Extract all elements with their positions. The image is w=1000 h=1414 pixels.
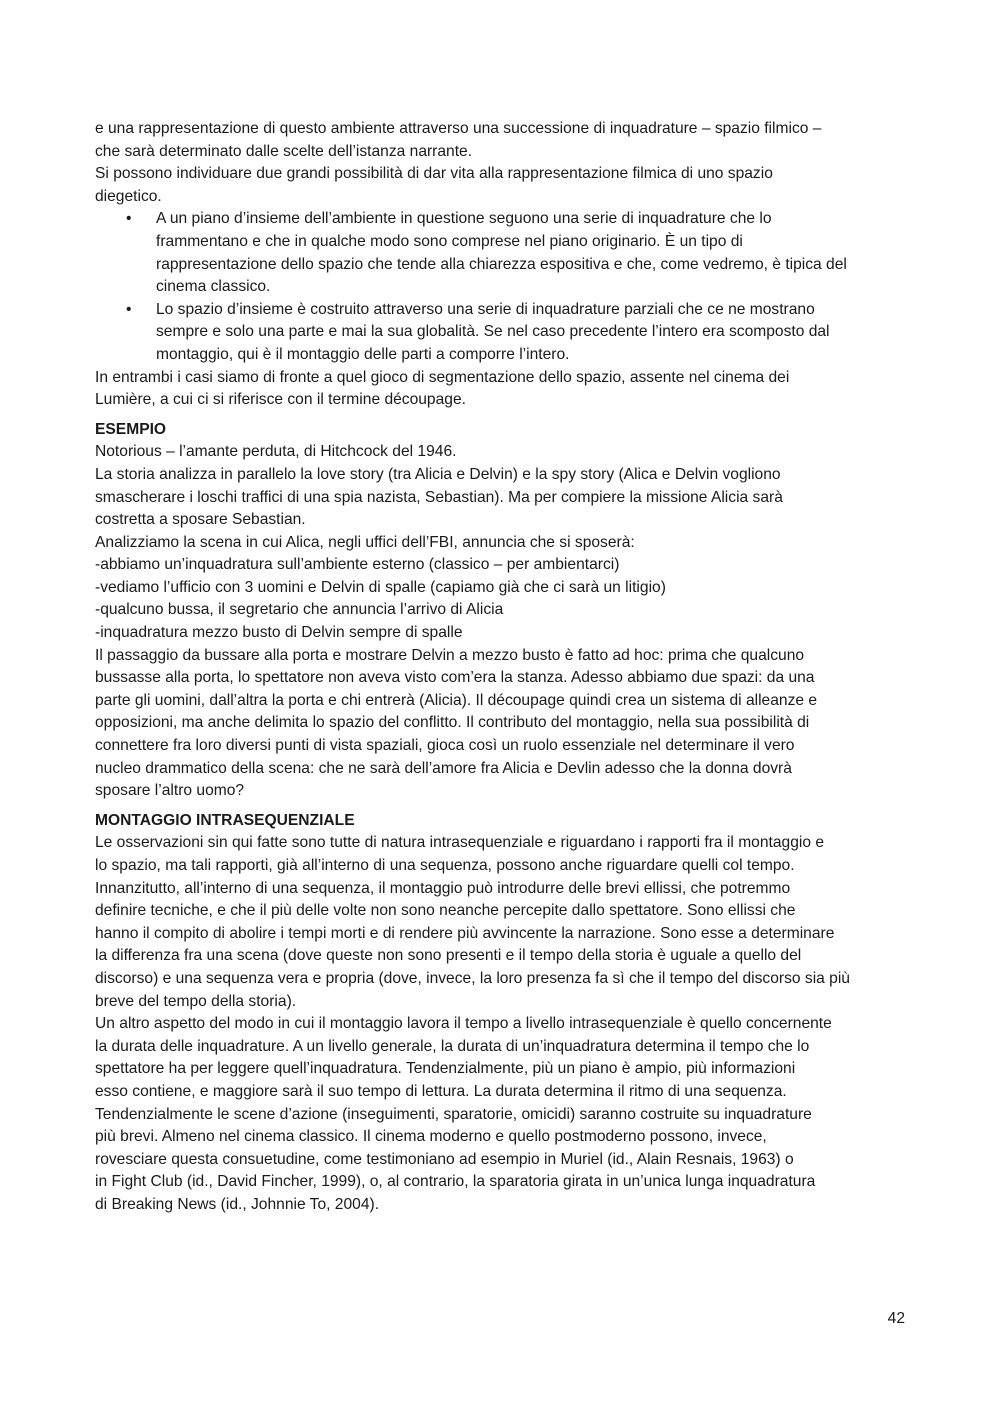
intro-paragraph — [95, 118, 910, 208]
bullet-list — [95, 208, 910, 366]
text-line: -abbiamo un’inquadratura sull’ambiente esterno (classico – per ambientarci) — [95, 556, 620, 574]
text-line: Innanzitutto, all’interno di una sequenza, il montaggio può introdurre delle brevi ellissi, che potremmo — [95, 879, 791, 897]
text-line: nucleo drammatico della scena: che ne sarà dell’amore fra Alicia e Devlin adesso che la donna dovrà — [95, 759, 792, 777]
text-line: che sarà determinato dalle scelte dell’istanza narrante. — [95, 142, 473, 160]
text-line: diegetico. — [95, 187, 162, 205]
text-line: spettatore ha per leggere quell’inquadratura. Tendenzialmente, più un piano è ampio, più informazioni — [95, 1060, 796, 1078]
text-line: discorso) e una sequenza vera e propria (dove, invece, la loro presenza fa sì che il tempo del discorso sia più — [95, 969, 850, 987]
text-line: cinema classico. — [156, 278, 271, 296]
text-line: costretta a sposare Sebastian. — [95, 511, 306, 529]
text-line: In entrambi i casi siamo di fronte a quel gioco di segmentazione dello spazio, assente nel cinema dei — [95, 368, 790, 386]
text-line: frammentano e che in qualche modo sono comprese nel piano originario. È un tipo di — [156, 232, 743, 250]
text-line: lo spazio, ma tali rapporti, già all’interno di una sequenza, possono anche riguardare quelli col tempo. — [95, 857, 795, 874]
bullet-item — [95, 208, 910, 298]
bullet-icon: • — [126, 300, 132, 318]
text-line: la durata delle inquadrature. A un livello generale, la durata di un’inquadratura determina il tempo che lo — [95, 1037, 810, 1055]
text-line: Il passaggio da bussare alla porta e mostrare Delvin a mezzo busto è fatto ad hoc: prima che qualcuno — [95, 646, 805, 664]
text-line: più brevi. Almeno nel cinema classico. Il cinema moderno e quello postmoderno possono, invece, — [95, 1128, 767, 1146]
document-page — [95, 118, 910, 1217]
text-line: di Breaking News (id., Johnnie To, 2004). — [95, 1195, 380, 1213]
esempio-section — [95, 441, 910, 803]
text-line: Lumière, a cui ci si riferisce con il termine découpage. — [95, 391, 466, 409]
conclusion-paragraph — [95, 367, 910, 412]
bullet-icon: • — [126, 210, 132, 228]
text-line: -vediamo l’ufficio con 3 uomini e Delvin di spalle (capiamo già che ci sarà un litigio) — [95, 578, 666, 596]
section-heading-esempio: ESEMPIO — [95, 420, 167, 438]
text-line: in Fight Club (id., David Fincher, 1999), o, al contrario, la sparatoria girata in un’unica lunga inquadratura — [95, 1173, 816, 1191]
text-line: Tendenzialmente le scene d’azione (inseguimenti, sparatorie, omicidi) saranno costruite su inquadrature — [95, 1105, 812, 1123]
text-line: rovesciare questa consuetudine, come testimoniano ad esempio in Muriel (id., Alain Resnais, 1963) o — [95, 1150, 794, 1168]
text-line: definire tecniche, e che il più delle volte non sono neanche percepite dallo spettatore. Sono ellissi che — [95, 902, 796, 920]
text-line: esso contiene, e maggiore sarà il suo tempo di lettura. La durata determina il ritmo di una sequenza. — [95, 1082, 787, 1100]
text-line: connettere fra loro diversi punti di vista spaziali, gioca così un ruolo essenziale nel determinare il vero — [95, 737, 795, 755]
text-line: la differenza fra una scena (dove queste non sono presenti e il tempo della storia è uguale a quello del — [95, 947, 802, 965]
text-line: breve del tempo della storia). — [95, 992, 297, 1010]
text-line: montaggio, qui è il montaggio delle parti a comporre l’intero. — [156, 345, 570, 363]
text-line: Notorious – l’amante perduta, di Hitchcock del 1946. — [95, 443, 457, 461]
text-line: Le osservazioni sin qui fatte sono tutte di natura intrasequenziale e riguardano i rapporti fra il montaggio e — [95, 834, 825, 852]
text-line: Un altro aspetto del modo in cui il montaggio lavora il tempo a livello intrasequenziale è quello concernente — [95, 1015, 832, 1033]
bullet-item — [95, 299, 910, 367]
text-line: sempre e solo una parte e mai la sua globalità. Se nel caso precedente l’intero era scomposto dal — [156, 323, 830, 341]
text-line: opposizioni, ma anche delimita lo spazio del conflitto. Il contributo del montaggio, nella sua possibilità di — [95, 714, 810, 732]
text-line: e una rappresentazione di questo ambiente attraverso una successione di inquadrature – spazio filmico – — [95, 120, 822, 137]
text-line: Lo spazio d’insieme è costruito attraverso una serie di inquadrature parziali che ce ne mostrano — [156, 300, 815, 318]
page-number: 42 — [887, 1310, 905, 1327]
text-line: Si possono individuare due grandi possibilità di dar vita alla rappresentazione filmica di uno spazio — [95, 165, 773, 183]
section-heading-montaggio: MONTAGGIO INTRASEQUENZIALE — [95, 811, 355, 829]
text-line: rappresentazione dello spazio che tende alla chiarezza espositiva e che, come vedremo, è tipica del — [156, 255, 847, 273]
text-line: hanno il compito di abolire i tempi morti e di rendere più avvincente la narrazione. Sono esse a determinare — [95, 924, 835, 942]
text-line: La storia analizza in parallelo la love story (tra Alicia e Delvin) e la spy story (Alica e Delvin vogliono — [95, 465, 781, 483]
text-line: -inquadratura mezzo busto di Delvin sempre di spalle — [95, 624, 463, 642]
text-line: sposare l’altro uomo? — [95, 782, 245, 800]
text-line: -qualcuno bussa, il segretario che annuncia l’arrivo di Alicia — [95, 601, 504, 619]
text-line: bussasse alla porta, lo spettatore non aveva visto com’era la stanza. Adesso abbiamo due spazi: da una — [95, 669, 815, 687]
text-line: Analizziamo la scena in cui Alica, negli uffici dell’FBI, annuncia che si sposerà: — [95, 533, 635, 551]
montaggio-section — [95, 832, 910, 1216]
text-line: smascherare i loschi traffici di una spia nazista, Sebastian). Ma per compiere la missione Alicia sarà — [95, 488, 783, 506]
text-line: A un piano d’insieme dell’ambiente in questione seguono una serie di inquadrature che lo — [156, 210, 772, 228]
text-line: parte gli uomini, dall’altra la porta e chi entrerà (Alicia). Il découpage quindi crea un sistema di alleanze e — [95, 691, 818, 709]
